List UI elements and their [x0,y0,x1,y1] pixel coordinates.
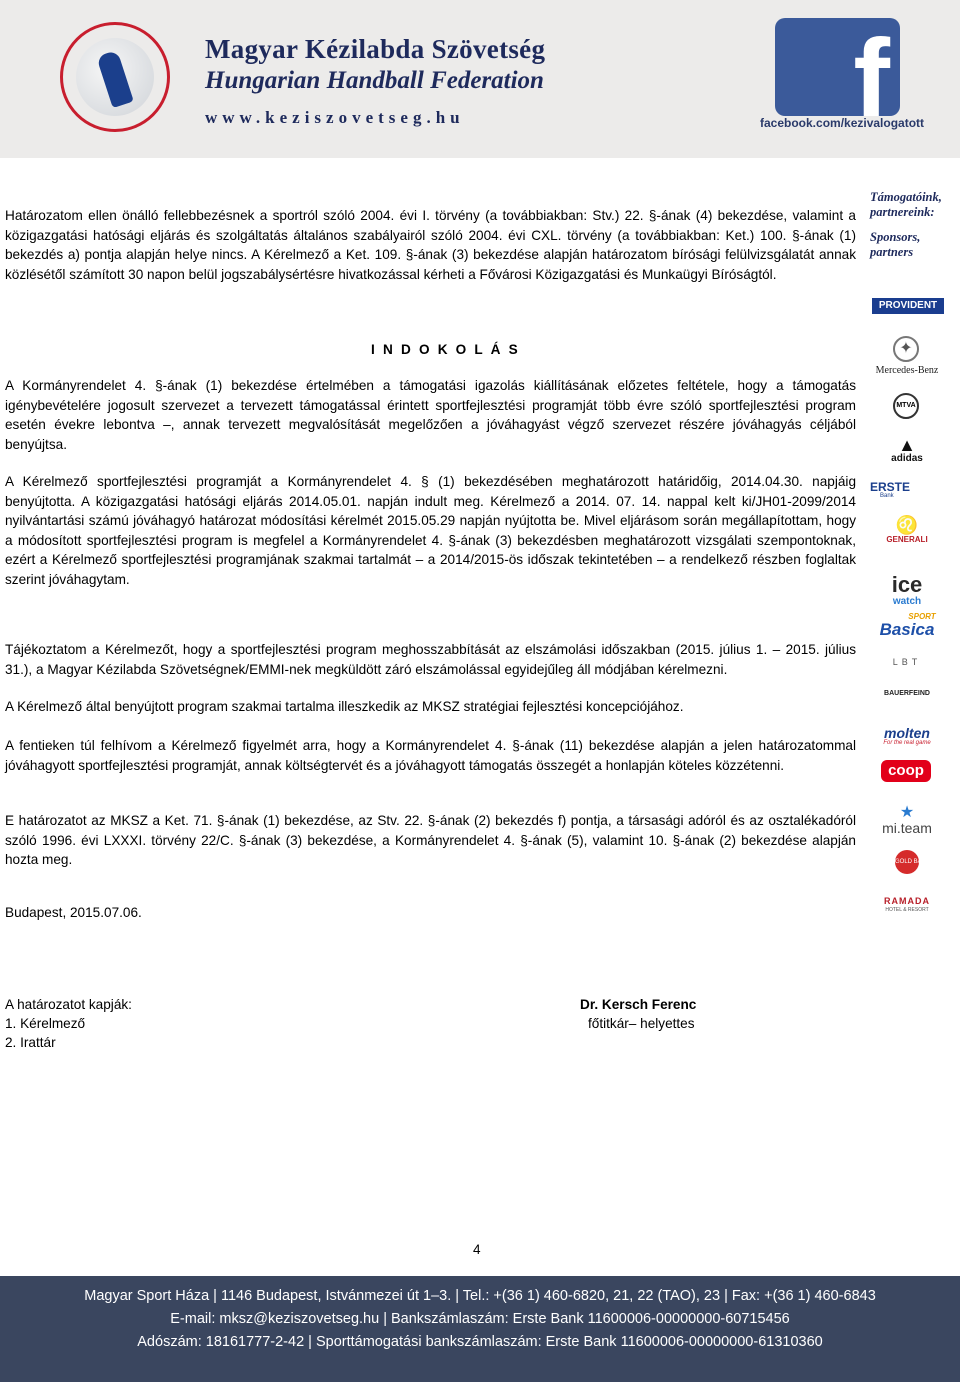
coop-logo: coop [881,760,931,782]
gold-ball-logo: GOLD BALL [895,850,919,874]
bauerfeind-logo: BAUERFEIND [884,690,930,697]
molten-tagline: For the real game [883,740,931,746]
publication-paragraph: A fentieken túl felhívom a Kérelmező figyelmét arra, hogy a Kormányrendelet 4. §-ának (11) bekezdése alapján a jelen határozatommal jóváhagyott sportfejlesztési programját, annak költségtervét és a jóváhagyott támogatás összegét a honlapján köteles közzétenni. [5,738,856,773]
basica-sport-text: SPORT [908,612,936,621]
basica-logo: Basica [879,620,935,639]
signatory-title: főtitkár– helyettes [588,1016,695,1031]
contact-footer [0,1276,960,1382]
federation-subtitle: Hungarian Handball Federation [205,67,544,94]
footer-tax-line: Adószám: 18161777-2-42 | Sporttámogatási bankszámlaszám: Erste Bank 11600006-00000000-61310360 [137,1334,823,1350]
date-line: Budapest, 2015.07.06. [5,905,142,920]
appeal-paragraph: Határozatom ellen önálló fellebbezésnek a sportról szóló 2004. évi I. törvény (a továbbiakban: Stv.) 22. §-ának (4) bekezdése, valamint a közigazgatási hatósági eljárás és szolgáltatás általános szabályairól szóló 2004. évi CXL. törvény (a továbbiakban: Ket.) 100. §-ának (1) bekezdés a) pontja alapján helye nincs. A Kérelmező a Ket. 109. §-ának (3) bekezdése alapján határozatom bírósági felülvizsgálatát annak közlésétől számított 30 napon belül jogszabálysértésre hivatkozással kérheti a Fővárosi Közigazgatási és Munkaügyi Bíróságtól. [5,208,856,282]
ice-watch-logo: ice [891,572,923,597]
letterhead-banner [0,0,960,158]
facebook-logo-icon[interactable]: f [775,18,900,116]
generali-logo: GENERALI [886,535,928,544]
sponsors-column [862,190,952,930]
submission-paragraph: A Kérelmező sportfejlesztési programját a Kormányrendelet 4. § (1) bekezdésében meghatározott határidőig, 2014.04.30. napjáig benyújtotta. A közigazgatási hatósági eljárás 2014.05.01. napján indult meg. Kérelmező a 2014. 07. 14. nappal kelt ki/JH01-2099/2014 nyilvántartási számú jóváhagyó határozat módosítási kérelmét 2015.05.29 napján nyújtotta be. Mivel eljárásom során megállapítottam, hogy a módosított sportfejlesztési program is megfelel a Kormányrendelet 4. §-ának (3) bekezdésben meghatározott vizsgálati szempontoknak, ezért a Kérelmező sportfejlesztési programjának szakmai tartalmát – a 2014/2015-ös időszak tekintetében – a rendelkező részben foglaltak szerint jóváhagytam. [5,474,856,587]
mtva-logo: MTVA [893,393,919,419]
sponsors-title-hu: Támogatóink, partnereink: [870,190,942,219]
justification-paragraph: A Kormányrendelet 4. §-ának (1) bekezdése értelmében a támogatási igazolás kiállításának előzetes feltétele, hogy a támogatás igénybevételére jogosult szervezet a tervezett támogatással érintett sportfejlesztési programját több évre szóló sportfejlesztési program esetén évekre lebontva –, annak tervezett megvalósítását megelőzően a jóváhagyást végző szervezet részére jóváhagyás céljából benyújtsa. [5,378,856,452]
sponsors-title-en: Sponsors, partners [870,230,921,259]
signatory-name: Dr. Kersch Ferenc [580,997,697,1012]
ramada-logo: RAMADA [884,896,930,906]
federation-url[interactable]: www.keziszovetseg.hu [205,108,465,127]
erste-bank-text: Bank [880,493,894,499]
section-heading: I N D O K O L Á S [371,342,520,357]
mercedes-logo: Mercedes-Benz [875,365,939,376]
information-paragraph: Tájékoztatom a Kérelmezőt, hogy a sportfejlesztési program meghosszabbítását az elszámolási időszakban (2015. július 1. – 2015. július 31.), a Magyar Kézilabda Szövetségnek/EMMI-nek megküldött záró elszámolással egyidejűleg áll módjában kérelmezni. [5,642,856,677]
adidas-logo: adidas [891,453,923,464]
page-number: 4 [473,1242,481,1257]
recipients-label: A határozatot kapják: [5,997,132,1012]
footer-email-line: E-mail: mksz@keziszovetseg.hu | Bankszámlaszám: Erste Bank 11600006-00000000-60715456 [170,1311,790,1327]
ramada-tagline: HOTEL & RESORT [885,907,929,913]
lbt-logo: LBT [892,657,922,667]
erste-logo: ERSTE [870,480,911,494]
facebook-url[interactable]: facebook.com/kezivalogatott [760,116,925,130]
ice-watch-text: watch [892,596,922,607]
recipient-item: 2. Irattár [5,1035,56,1050]
strategy-paragraph: A Kérelmező által benyújtott program szakmai tartalma illeszkedik az MKSZ stratégiai fejlesztési koncepciójához. [5,699,684,714]
legal-basis-paragraph: E határozatot az MKSZ a Ket. 71. §-ának (1) bekezdése, az Stv. 22. §-ának (2) bekezdés f) pontja, a társasági adóról és az osztalékadóról szóló 1996. évi LXXXI. törvény 22/C. §-ának (3) bekezdése, a Kormányrendelet 4. §-ának (5), valamint 10. §-ának (2) bekezdése alapján hozta meg. [5,813,856,867]
molten-logo: molten [884,725,930,741]
provident-logo: PROVIDENT [872,298,944,314]
generali-lion-icon: ♌ [895,515,919,535]
adidas-mark-icon: ▲ [898,435,916,455]
mi-team-star-icon: ★ [899,804,915,821]
mi-team-logo: mi.team [882,820,932,836]
recipient-item: 1. Kérelmező [5,1016,86,1031]
federation-title: Magyar Kézilabda Szövetség [205,34,546,64]
mercedes-star-icon: ✦ [893,336,919,362]
footer-address-line: Magyar Sport Háza | 1146 Budapest, Istvánmezei út 1–3. | Tel.: +(36 1) 460-6820, 21, 22 (TAO), 23 | Fax: +(36 1) 460-6843 [84,1288,876,1304]
